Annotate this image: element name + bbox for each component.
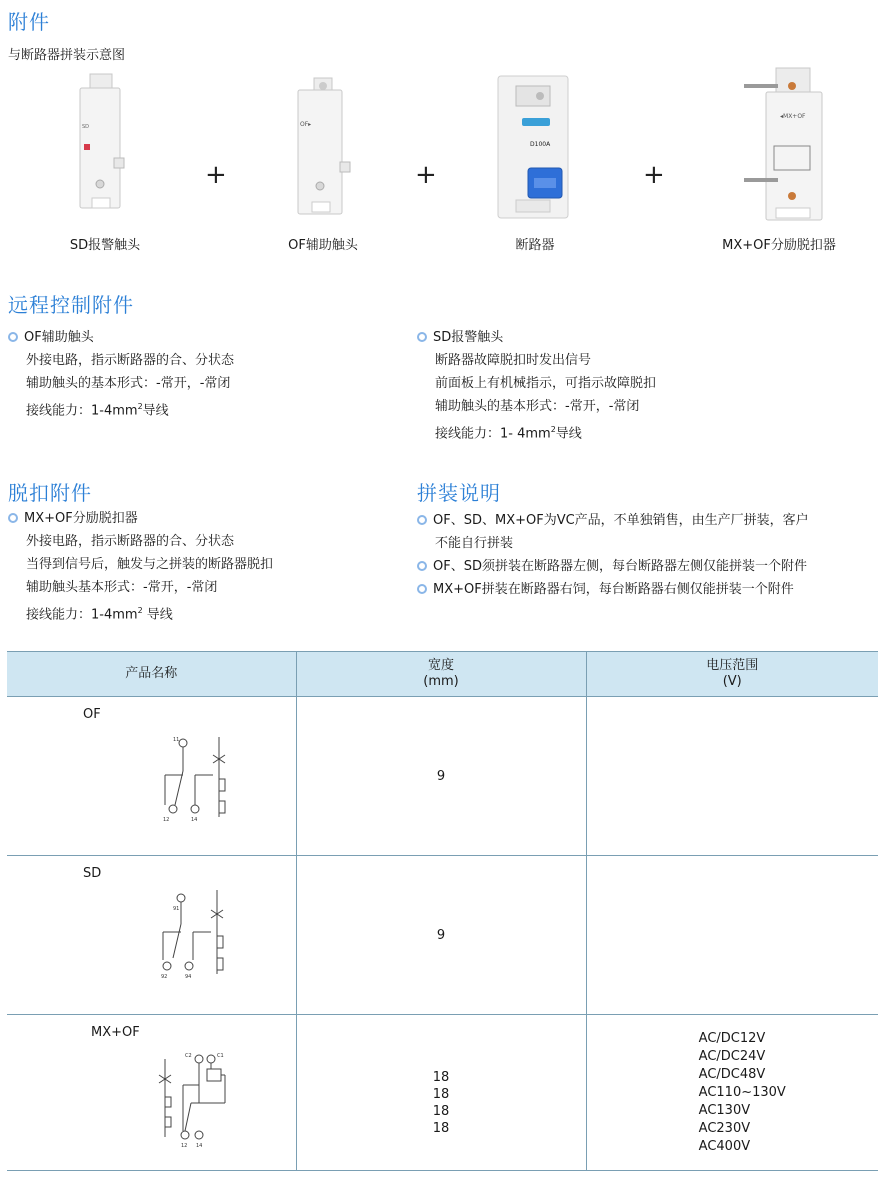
- plus-sign-3: +: [643, 160, 665, 190]
- mx-of-trip-image: [744, 66, 824, 226]
- of-line: 外接电路，指示断路器的合、分状态: [26, 353, 235, 368]
- of-name: OF辅助触头: [24, 330, 94, 345]
- bullet-ring-icon: [8, 513, 18, 523]
- sd-tag: SD: [82, 124, 90, 130]
- product-label-breaker: 断路器: [515, 238, 555, 253]
- row-name-cell: [7, 1015, 296, 1171]
- assembly-notes: [417, 509, 809, 601]
- row-name: MX+OF: [91, 1025, 140, 1040]
- row-width: 18 18 18 18: [296, 1015, 586, 1171]
- svg-text:94: 94: [185, 974, 192, 980]
- of-description: [8, 326, 234, 422]
- product-label-mx-of: MX+OF分励脱扣器: [722, 238, 836, 253]
- voltage-item: AC130V: [698, 1102, 751, 1118]
- voltage-item: AC230V: [698, 1120, 751, 1136]
- sd-name: SD报警触头: [433, 330, 504, 345]
- accessories-title: 附件: [8, 10, 50, 34]
- plus-sign-1: +: [205, 160, 227, 190]
- row-name: SD: [83, 866, 102, 881]
- sd-contact-image: [76, 66, 126, 216]
- svg-text:11: 11: [173, 737, 180, 743]
- product-label-of: OF辅助触头: [288, 238, 358, 253]
- header-name: 产品名称: [7, 652, 296, 697]
- sd-capacity: 接线能力：1- $4mm^2$导线: [435, 425, 582, 442]
- bullet-ring-icon: [417, 515, 427, 525]
- voltage-item: AC/DC12V: [698, 1030, 766, 1046]
- spec-table: [7, 651, 878, 1171]
- row-name-cell: [7, 856, 296, 1015]
- mx-line: 外接电路，指示断路器的合、分状态: [26, 534, 235, 549]
- svg-text:12: 12: [163, 817, 170, 823]
- table-header-row: [7, 652, 878, 697]
- remote-title: 远程控制附件: [8, 293, 134, 317]
- of-schematic-icon: [153, 729, 233, 825]
- svg-text:C1: C1: [217, 1053, 224, 1059]
- table-row: [7, 697, 878, 856]
- voltage-item: AC/DC48V: [698, 1066, 766, 1082]
- sd-schematic-icon: [159, 886, 239, 982]
- of-tag: OF▸: [300, 121, 312, 128]
- mx-of-schematic-icon: [155, 1049, 239, 1149]
- of-line: 辅助触头的基本形式：-常开，-常闭: [26, 376, 231, 391]
- svg-text:92: 92: [161, 974, 168, 980]
- row-name-cell: [7, 697, 296, 856]
- svg-text:12: 12: [181, 1143, 188, 1149]
- mx-description: [8, 507, 273, 626]
- mx-capacity: 接线能力：$1-4mm^2$ 导线: [26, 606, 173, 623]
- accessories-subtitle: 与断路器拼装示意图: [8, 48, 126, 63]
- sd-description: [417, 326, 656, 445]
- bullet-ring-icon: [417, 332, 427, 342]
- svg-text:91: 91: [173, 906, 180, 912]
- breaker-model: D100A: [530, 141, 551, 148]
- table-row: [7, 856, 878, 1015]
- row-name: OF: [83, 707, 101, 722]
- voltage-item: AC110~130V: [698, 1084, 786, 1100]
- svg-text:14: 14: [196, 1143, 203, 1149]
- assembly-item-cont: 不能自行拼装: [435, 536, 514, 551]
- bullet-ring-icon: [8, 332, 18, 342]
- breaker-image: [494, 72, 574, 222]
- mx-name: MX+OF分励脱扣器: [24, 511, 138, 526]
- plus-sign-2: +: [415, 160, 437, 190]
- svg-text:14: 14: [191, 817, 198, 823]
- voltage-item: AC400V: [698, 1138, 751, 1154]
- assembly-item: MX+OF拼装在断路器右饲，每台断路器右侧仅能拼装一个附件: [433, 582, 794, 597]
- bullet-ring-icon: [417, 561, 427, 571]
- sd-line: 辅助触头的基本形式：-常开，-常闭: [435, 399, 640, 414]
- mx-line: 辅助触头基本形式：-常开，-常闭: [26, 580, 218, 595]
- row-voltage: [586, 856, 878, 1015]
- assembly-title: 拼装说明: [417, 481, 501, 505]
- bullet-ring-icon: [417, 584, 427, 594]
- mx-of-tag: ◂MX+OF: [780, 113, 806, 120]
- trip-title: 脱扣附件: [8, 481, 92, 505]
- sd-line: 前面板上有机械指示，可指示故障脱扣: [435, 376, 657, 391]
- row-width: 9: [296, 856, 586, 1015]
- assembly-item: OF、SD、MX+OF为VC产品，不单独销售，由生产厂拼装，客户: [433, 513, 809, 528]
- of-contact-image: [292, 66, 352, 216]
- product-label-sd: SD报警触头: [69, 238, 141, 253]
- mx-line: 当得到信号后，触发与之拼装的断路器脱扣: [26, 557, 274, 572]
- row-voltage: [586, 697, 878, 856]
- assembly-item: OF、SD须拼装在断路器左侧，每台断路器左侧仅能拼装一个附件: [433, 559, 807, 574]
- voltage-item: AC/DC24V: [698, 1048, 766, 1064]
- header-width: 宽度 (mm): [296, 652, 586, 697]
- row-voltage: [586, 1015, 878, 1171]
- row-width: 9: [296, 697, 586, 856]
- table-row: [7, 1015, 878, 1171]
- svg-text:C2: C2: [185, 1053, 192, 1059]
- sd-line: 断路器故障脱扣时发出信号: [435, 353, 592, 368]
- header-voltage: 电压范围 (V): [586, 652, 878, 697]
- of-capacity: 接线能力：$1-4mm^2$导线: [26, 402, 169, 419]
